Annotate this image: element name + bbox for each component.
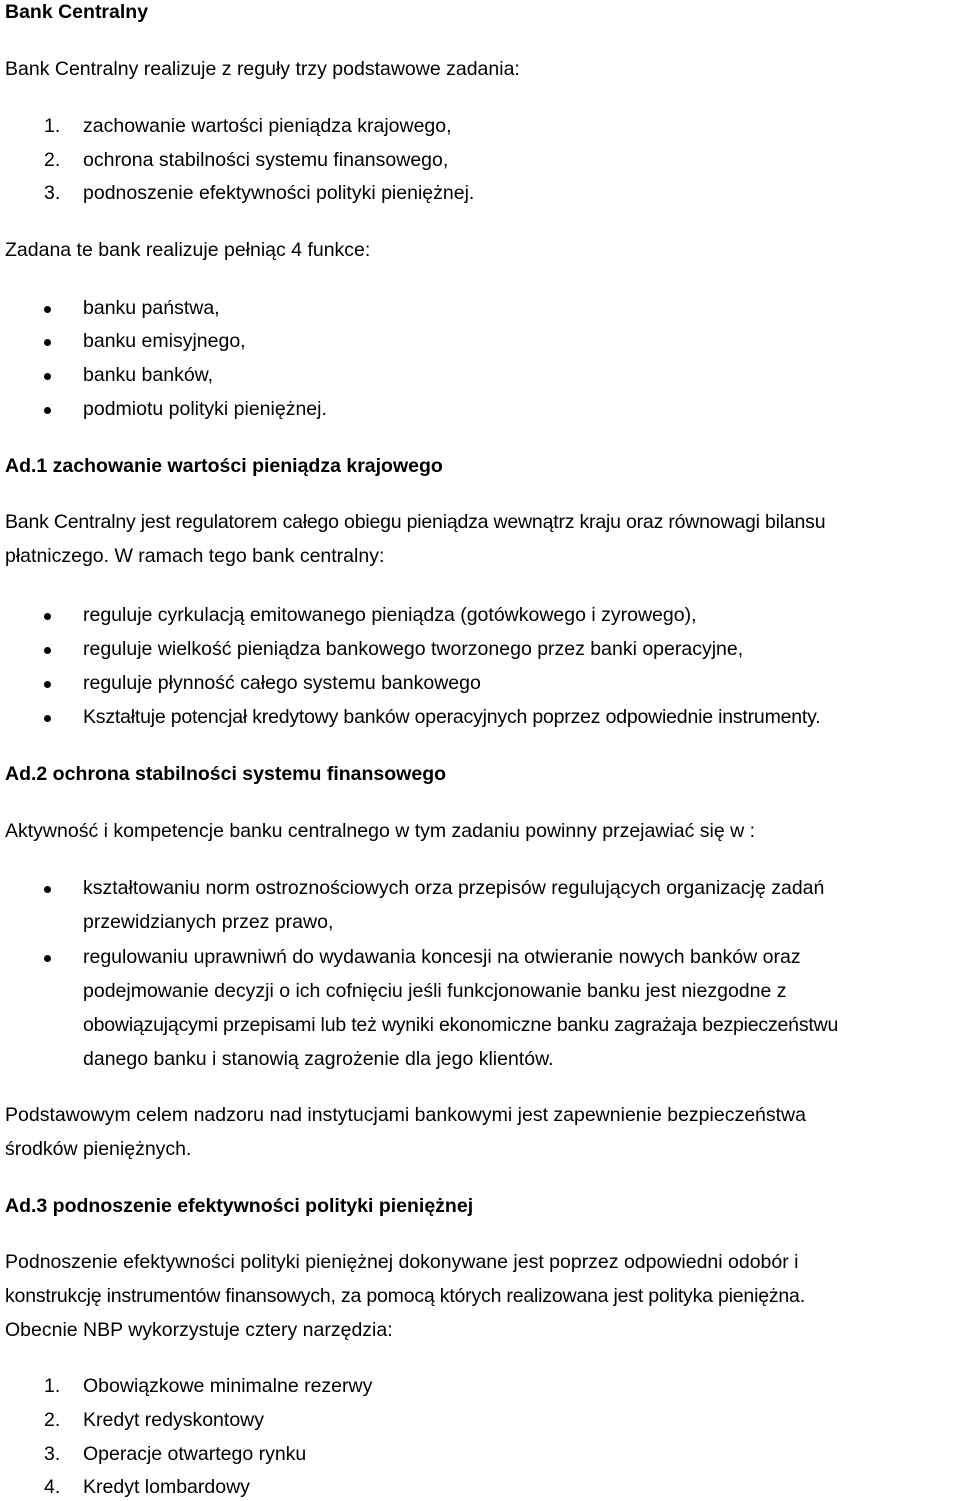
list-item: Kredyt redyskontowy [83, 1409, 264, 1431]
heading-prefix: Ad. [5, 1195, 37, 1217]
ad2-paragraph2-line: Podstawowym celem nadzoru nad instytucjami bankowymi jest zapewnienie bezpieczeństwa [5, 1104, 806, 1126]
bullet-icon [44, 306, 51, 313]
list-item: banku emisyjnego, [83, 330, 246, 352]
list-item: Kształtuje potencjał kredytowy banków operacyjnych poprzez odpowiednie instrumenty. [83, 706, 821, 728]
list-item: reguluje cyrkulacją emitowanego pieniądza (gotówkowego i zyrowego), [83, 604, 697, 626]
list-item: podmiotu polityki pieniężnej. [83, 398, 327, 420]
list-item: ochrona stabilności systemu finansowego, [83, 149, 449, 171]
heading-text: 2 ochrona stabilności systemu finansowego [36, 763, 447, 785]
intro-paragraph: Bank Centralny realizuje z reguły trzy podstawowe zadania: [5, 58, 520, 80]
ad3-paragraph-line: konstrukcję instrumentów finansowych, za pomocą których realizowana jest polityka pieniężna. [5, 1285, 805, 1307]
list-item-number: 1. [44, 115, 61, 137]
list-item-line: regulowaniu uprawniwń do wydawania koncesji na otwieranie nowych banków oraz [83, 946, 801, 968]
list-item: podnoszenie efektywności polityki pieniężnej. [83, 182, 475, 204]
list-item: Kredyt lombardowy [83, 1476, 250, 1498]
bullet-icon [44, 715, 51, 722]
bullet-icon [44, 886, 51, 893]
list-item-number: 2. [44, 1409, 61, 1431]
list-item: zachowanie wartości pieniądza krajowego, [83, 115, 452, 137]
bullet-icon [44, 955, 51, 962]
ad3-paragraph-line: Obecnie NBP wykorzystuje cztery narzędzia: [5, 1319, 393, 1341]
bullet-icon [44, 681, 51, 688]
list-item: banku banków, [83, 364, 214, 386]
heading-prefix: Ad. [5, 455, 37, 477]
list-item-number: 1. [44, 1375, 61, 1397]
list-item-number: 4. [44, 1476, 61, 1498]
list-item-line: obowiązującymi przepisami lub też wyniki ekonomiczne banku zagrażaja bezpieczeństwu [83, 1014, 839, 1036]
ad2-paragraph2-line: środków pieniężnych. [5, 1138, 192, 1160]
heading-text: 1 zachowanie wartości pieniądza krajowego [36, 455, 443, 477]
section-heading-ad1 [5, 454, 443, 478]
document-title: Bank Centralny [5, 1, 149, 23]
heading-text: 3 podnoszenie efektywności polityki pieniężnej [36, 1195, 474, 1217]
list-item: Operacje otwartego rynku [83, 1443, 307, 1465]
ad2-paragraph: Aktywność i kompetencje banku centralnego w tym zadaniu powinny przejawiać się w : [5, 820, 756, 842]
bullet-icon [44, 407, 51, 414]
list-item-line: przewidzianych przez prawo, [83, 911, 334, 933]
ad1-paragraph-line: Bank Centralny jest regulatorem całego obiegu pieniądza wewnątrz kraju oraz równowagi bilansu [5, 511, 826, 533]
functions-intro: Zadana te bank realizuje pełniąc 4 funkce: [5, 239, 371, 261]
bullet-icon [44, 647, 51, 654]
list-item-number: 2. [44, 149, 61, 171]
list-item: reguluje wielkość pieniądza bankowego tworzonego przez banki operacyjne, [83, 638, 744, 660]
list-item-number: 3. [44, 1443, 61, 1465]
list-item: Obowiązkowe minimalne rezerwy [83, 1375, 373, 1397]
section-heading-ad3 [5, 1194, 473, 1218]
list-item-line: danego banku i stanowią zagrożenie dla jego klientów. [83, 1048, 554, 1070]
bullet-icon [44, 339, 51, 346]
bullet-icon [44, 373, 51, 380]
heading-prefix: Ad. [5, 763, 37, 785]
list-item-number: 3. [44, 182, 61, 204]
bullet-icon [44, 613, 51, 620]
section-heading-ad2 [5, 762, 446, 786]
ad1-paragraph-line: płatniczego. W ramach tego bank centralny: [5, 545, 385, 567]
list-item: reguluje płynność całego systemu bankowego [83, 672, 481, 694]
list-item-line: kształtowaniu norm ostroznościowych orza przepisów regulujących organizację zadań [83, 877, 825, 899]
ad3-paragraph-line: Podnoszenie efektywności polityki pieniężnej dokonywane jest poprzez odpowiedni odobór i [5, 1251, 799, 1273]
list-item-line: podejmowanie decyzji o ich cofnięciu jeśli funkcjonowanie banku jest niezgodne z [83, 980, 787, 1002]
list-item: banku państwa, [83, 297, 220, 319]
